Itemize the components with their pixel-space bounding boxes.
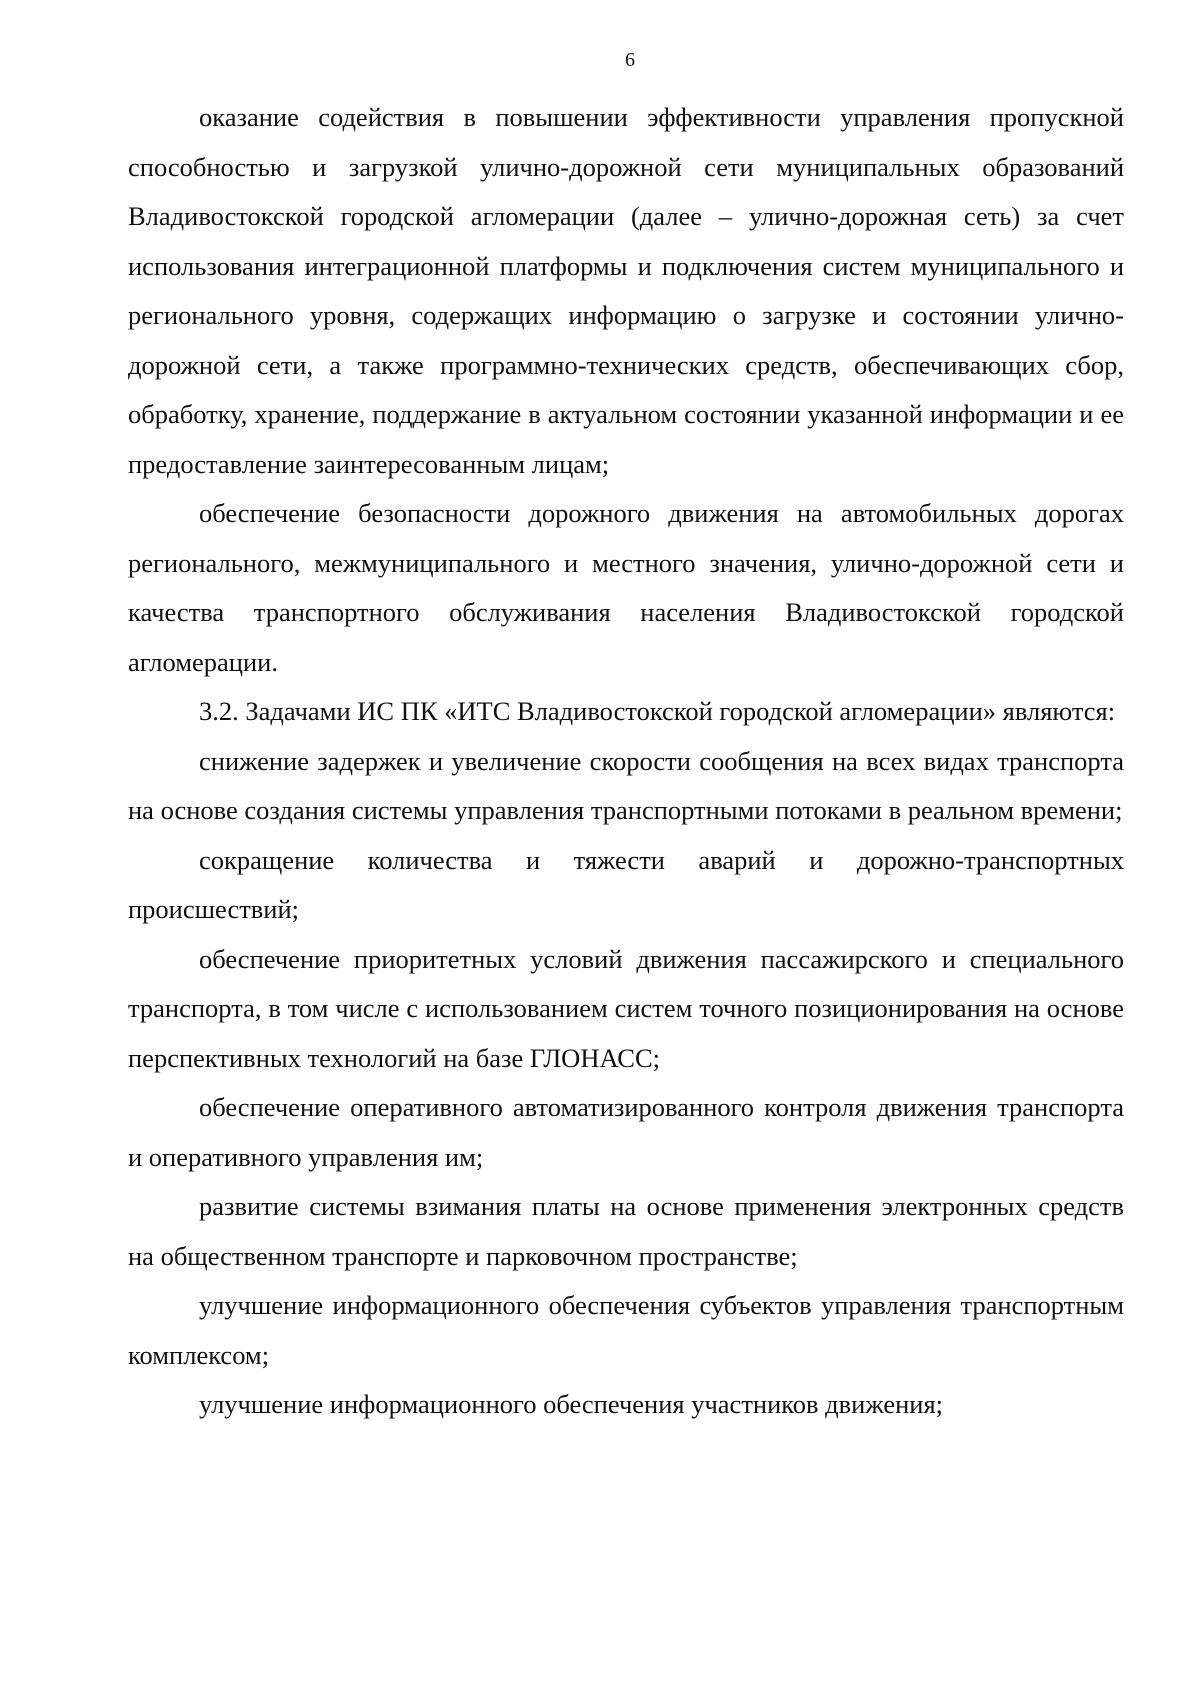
paragraph-section-3-2-tasks: 3.2. Задачами ИС ПК «ИТС Владивостокской городской агломерации» являются:: [199, 696, 1116, 726]
paragraph-traffic-capacity-management: оказание содействия в повышении эффективности управления пропускной способностью и загрузкой улично-дорожной сети муниципальных образований Владивостокской городской агломерации (далее – улично-дорожная сеть) за счет использования интеграционной платформы и подключения систем муниципального и регионального уровня, содержащих информацию о загрузке и состоянии улично-дорожной сети, а также программно-технических средств, обеспечивающих сбор, обработку, хранение, поддержание в актуальном состоянии указанной информации и ее предоставление заинтересованным лицам;: [128, 102, 1124, 479]
paragraph-reduce-delays: снижение задержек и увеличение скорости сообщения на всех видах транспорта на основе создания системы управления транспортными потоками в реальном времени;: [128, 745, 1124, 825]
document-body: [128, 93, 1124, 1430]
paragraph-priority-transport: обеспечение приоритетных условий движения пассажирского и специального транспорта, в том числе с использованием систем точного позиционирования на основе перспективных технологий на базе ГЛОНАСС;: [128, 943, 1124, 1073]
paragraph-operational-control: обеспечение оперативного автоматизированного контроля движения транспорта и оперативного управления им;: [128, 1092, 1124, 1172]
paragraph-info-support-participants: улучшение информационного обеспечения участников движения;: [199, 1389, 943, 1419]
page-number: 6: [625, 49, 635, 71]
paragraph-info-support-management: улучшение информационного обеспечения субъектов управления транспортным комплексом;: [128, 1290, 1124, 1370]
paragraph-reduce-accidents: сокращение количества и тяжести аварий и дорожно-транспортных происшествий;: [128, 844, 1124, 924]
paragraph-payment-system: развитие системы взимания платы на основе применения электронных средств на общественном транспорте и парковочном пространстве;: [128, 1191, 1124, 1271]
paragraph-road-safety: обеспечение безопасности дорожного движения на автомобильных дорогах регионального, межмуниципального и местного значения, улично-дорожной сети и качества транспортного обслуживания населения Владивостокской городской агломерации.: [128, 498, 1124, 677]
